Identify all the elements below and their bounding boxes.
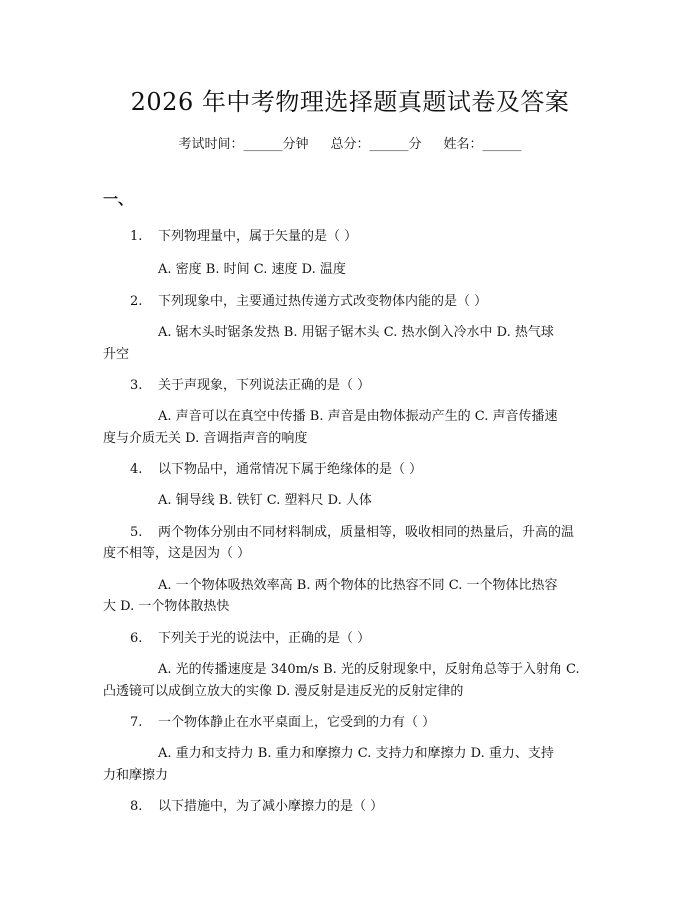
question-5-options: A. 一个物体吸热效率高 B. 两个物体的比热容不同 C. 一个物体比热容 (158, 578, 558, 593)
question-8 (130, 795, 383, 814)
question-number: 1. (130, 229, 143, 244)
question-number: 3. (130, 378, 143, 393)
question-2-options: A. 锯木头时锯条发热 B. 用锯子锯木头 C. 热水倒入冷水中 D. 热气球 (158, 325, 554, 340)
exam-time-label: 考试时间：______分钟 (178, 137, 309, 152)
question-4-options: A. 铜导线 B. 铁钉 C. 塑料尺 D. 人体 (158, 493, 372, 508)
question-7-options: A. 重力和支持力 B. 重力和摩擦力 C. 支持力和摩擦力 D. 重力、支持 (158, 746, 554, 761)
question-number: 5. (130, 525, 143, 540)
question-stem: 两个物体分别由不同材料制成，质量相等，吸收相同的热量后，升高的温 (158, 525, 575, 540)
student-name-label: 姓名：______ (443, 137, 522, 152)
question-1 (130, 225, 357, 244)
question-number: 2. (130, 294, 143, 309)
page-title: 2026 年中考物理选择题真题试卷及答案 (130, 88, 570, 116)
total-score-label: 总分：______分 (330, 137, 422, 152)
question-6-options: A. 光的传播速度是 340m/s B. 光的反射现象中，反射角总等于入射角 C. (158, 662, 580, 677)
question-stem: 关于声现象，下列说法正确的是（ ） (158, 378, 371, 393)
question-6-options-cont: 凸透镜可以成倒立放大的实像 D. 漫反射是违反光的反射定律的 (103, 684, 464, 699)
section-heading: 一、 (103, 190, 134, 208)
question-7 (130, 711, 435, 730)
question-1-options: A. 密度 B. 时间 C. 速度 D. 温度 (158, 262, 346, 277)
question-number: 7. (130, 715, 143, 730)
question-3-options: A. 声音可以在真空中传播 B. 声音是由物体振动产生的 C. 声音传播速 (158, 409, 558, 424)
question-3-options-cont: 度与介质无关 D. 音调指声音的响度 (103, 431, 308, 446)
question-3 (130, 374, 370, 393)
question-2-options-cont: 升空 (103, 347, 130, 362)
question-stem: 以下措施中，为了减小摩擦力的是（ ） (158, 799, 384, 814)
question-stem: 下列关于光的说法中，正确的是（ ） (158, 631, 371, 646)
question-stem: 以下物品中，通常情况下属于绝缘体的是（ ） (158, 462, 423, 477)
question-7-options-cont: 力和摩擦力 (103, 768, 169, 783)
exam-meta (0, 133, 700, 152)
question-number: 6. (130, 631, 143, 646)
question-number: 4. (130, 462, 143, 477)
question-number: 8. (130, 799, 143, 814)
question-2 (130, 290, 487, 309)
question-5-stem-cont: 度不相等，这是因为（ ） (103, 546, 251, 561)
question-4 (130, 458, 422, 477)
question-stem: 下列现象中，主要通过热传递方式改变物体内能的是（ ） (158, 294, 488, 309)
question-stem: 一个物体静止在水平桌面上，它受到的力有（ ） (158, 715, 436, 730)
question-5 (130, 521, 574, 540)
question-6 (130, 627, 370, 646)
question-5-options-cont: 大 D. 一个物体散热快 (103, 599, 230, 614)
question-stem: 下列物理量中，属于矢量的是（ ） (158, 229, 358, 244)
